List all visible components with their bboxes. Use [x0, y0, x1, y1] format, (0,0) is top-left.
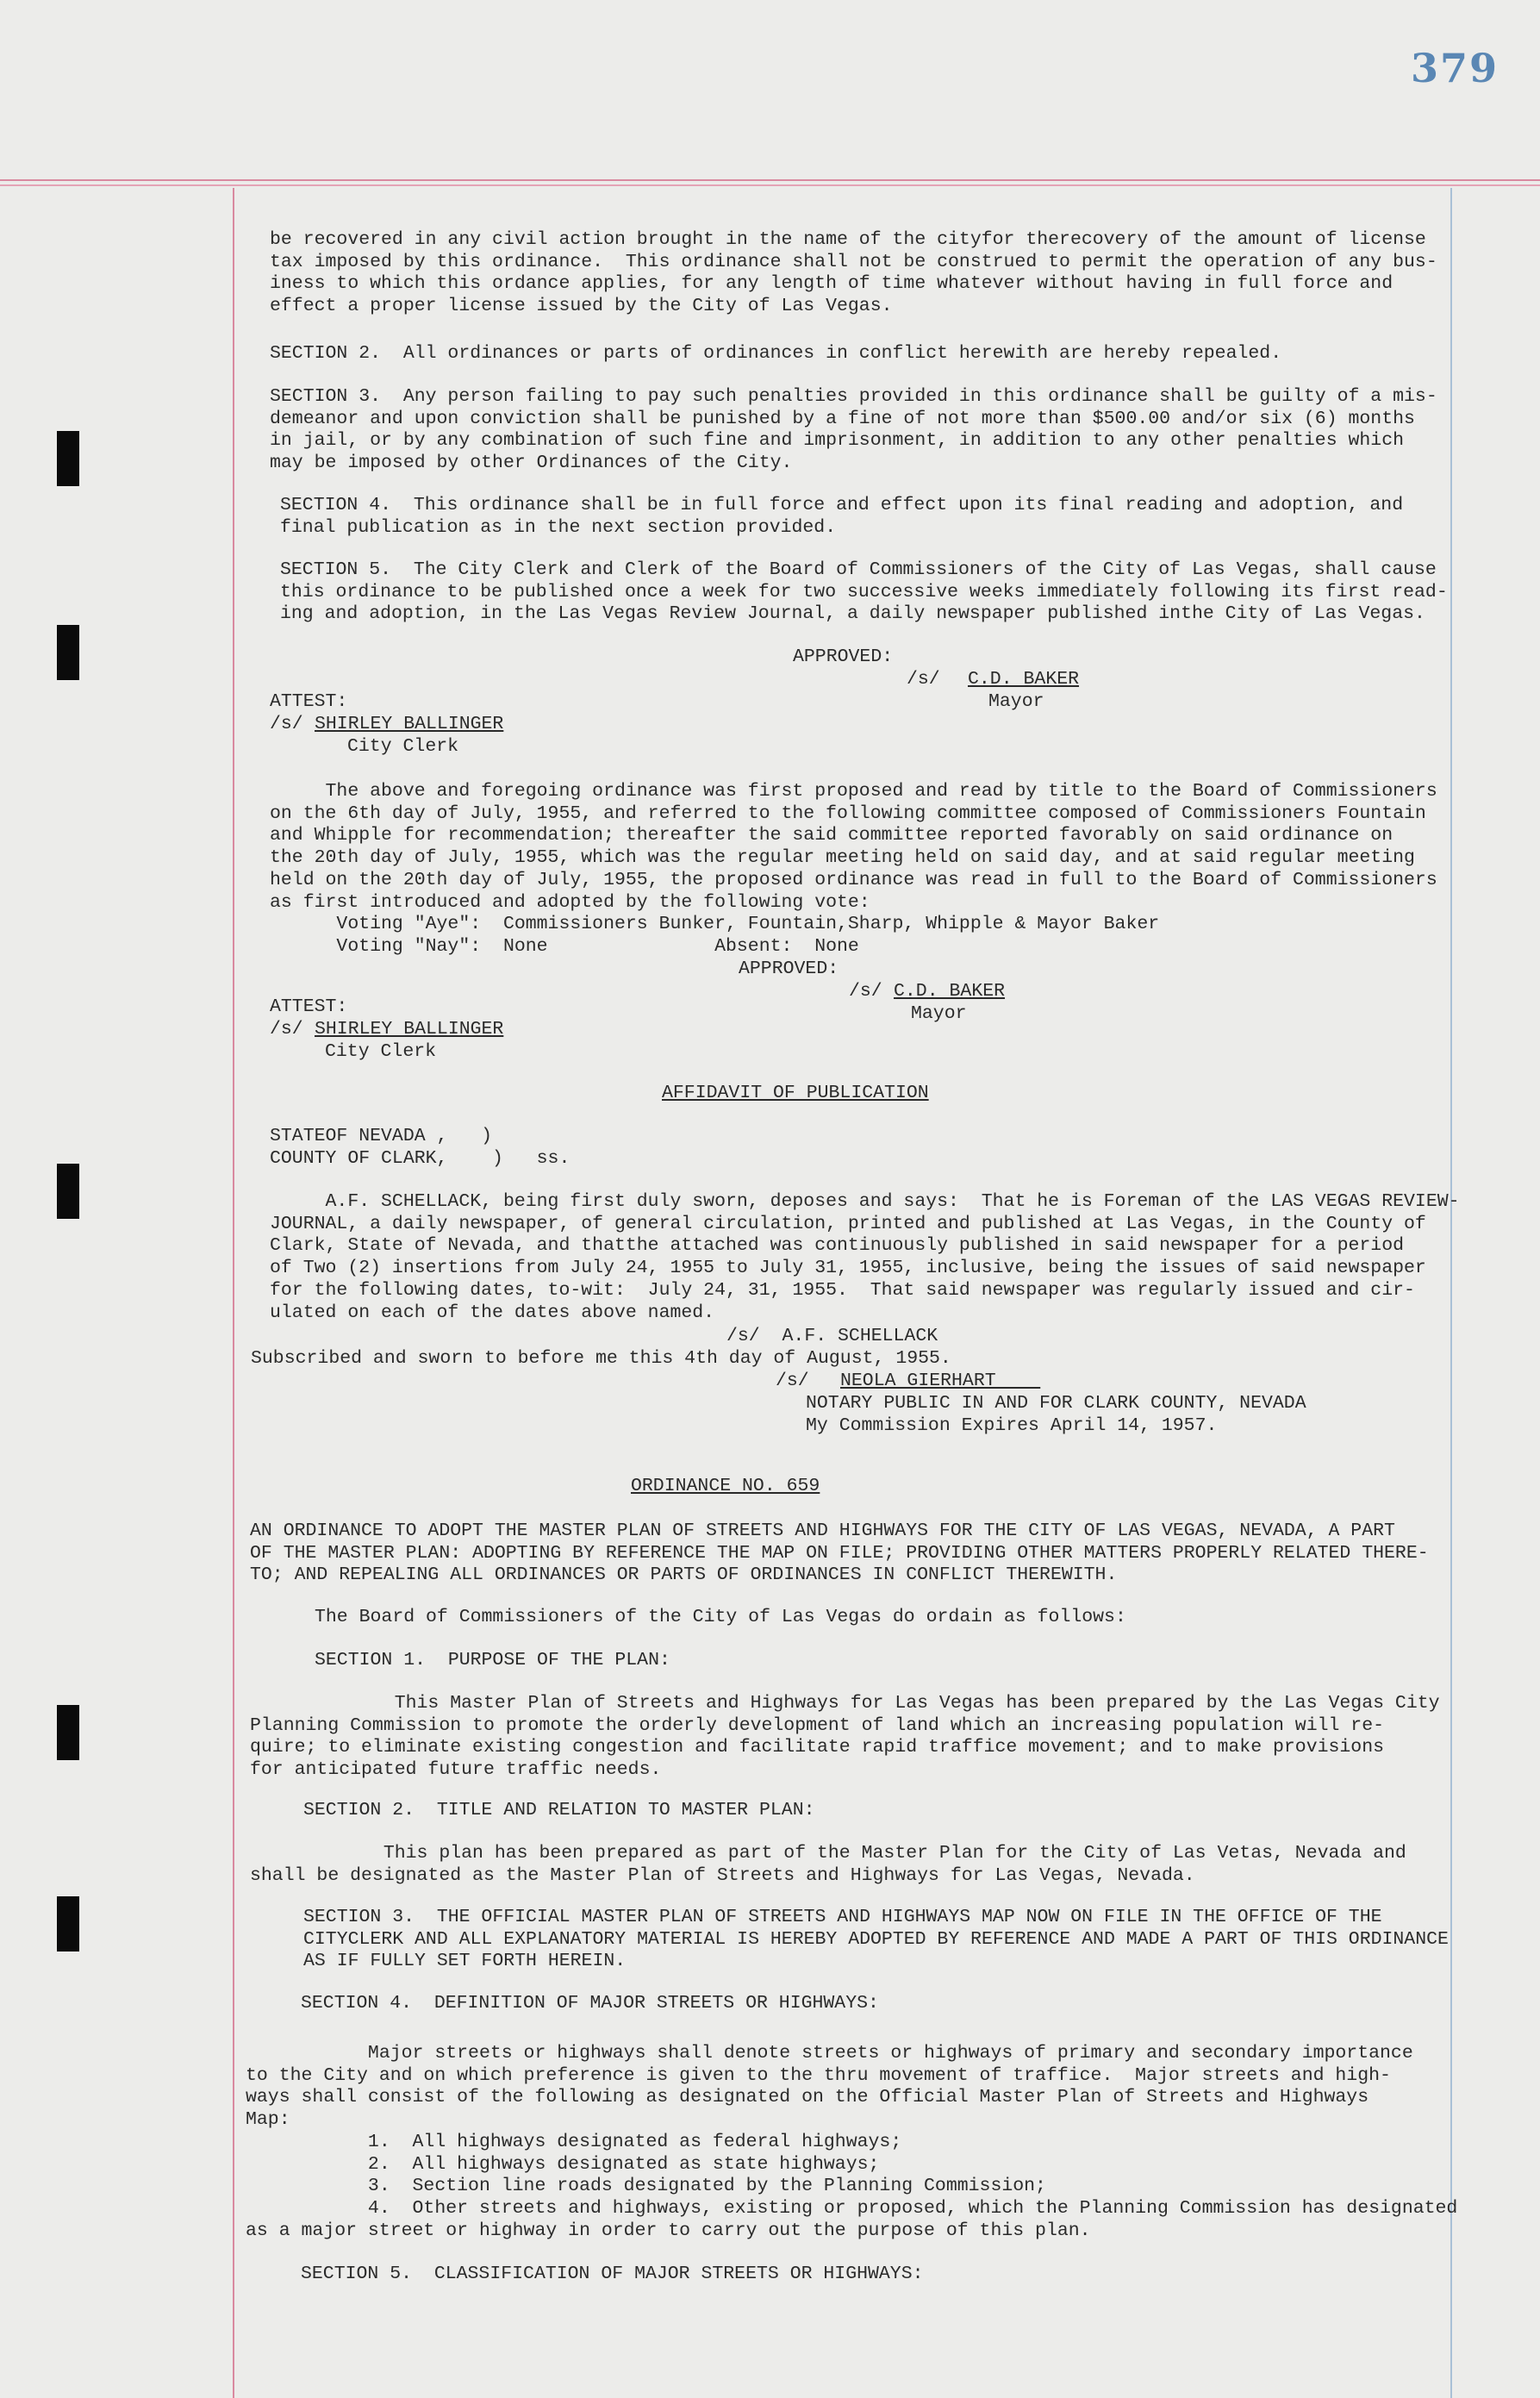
- text-block: SECTION 5. CLASSIFICATION OF MAJOR STREETS OR HIGHWAYS:: [301, 2264, 924, 2284]
- text-block: ORDINANCE NO. 659: [631, 1476, 820, 1496]
- binder-punch-hole: [57, 625, 79, 680]
- text-block: /s/: [270, 714, 315, 734]
- binder-punch-hole: [57, 1896, 79, 1951]
- text-block: /s/: [849, 981, 894, 1002]
- top-rule-secondary: [0, 184, 1540, 186]
- binder-punch-hole: [57, 1164, 79, 1219]
- text-block: C.D. BAKER: [894, 981, 1006, 1002]
- text-block: /s/: [776, 1371, 832, 1391]
- text-block: City Clerk: [325, 1041, 437, 1062]
- text-block: The Board of Commissioners of the City of Las Vegas do ordain as follows:: [315, 1607, 1126, 1627]
- text-block: SHIRLEY BALLINGER: [315, 1019, 504, 1040]
- text-block: Mayor: [911, 1003, 967, 1024]
- text-block: SECTION 4. This ordinance shall be in full force and effect upon its final reading and adoption, and final publication as in the next section provided.: [280, 495, 1404, 538]
- text-block: SECTION 3. THE OFFICIAL MASTER PLAN OF STREETS AND HIGHWAYS MAP NOW ON FILE IN THE OFFICE OF THE CITYCLERK AND ALL EXPLANATORY MATERIAL IS HEREBY ADOPTED BY REFERENCE AND MADE A PART OF THIS ORDINANCE AS IF FULLY SET FORTH HEREIN.: [303, 1907, 1449, 1972]
- top-rule: [0, 179, 1540, 181]
- text-block: AN ORDINANCE TO ADOPT THE MASTER PLAN OF STREETS AND HIGHWAYS FOR THE CITY OF LAS VEGAS, NEVADA, A PART OF THE MASTER PLAN: ADOPTING BY REFERENCE THE MAP ON FILE; PROVIDING OTHER MATTERS PROPERLY RELATED THERE- TO; AND REPEALING ALL ORDINANCES OR PARTS OF ORDINANCES IN CONFLICT THEREWITH.: [250, 1521, 1429, 1586]
- text-block: This Master Plan of Streets and Highways for Las Vegas has been prepared by the Las Vegas City Planning Commission to promote the orderly development of land which an increasing population will re- quire; to eliminate existing congestion and facilitate rapid traffice movement; and to make provisions for anticipated future traffic needs.: [250, 1693, 1440, 1781]
- text-block: NOTARY PUBLIC IN AND FOR CLARK COUNTY, NEVADA My Commission Expires April 14, 1957.: [806, 1393, 1306, 1436]
- text-block: ATTEST:: [270, 996, 348, 1017]
- text-block: SECTION 5. The City Clerk and Clerk of the Board of Commissioners of the City of Las Vegas, shall cause this ordinance to be published once a week for two successive weeks immediately following its first read- ing and adoption, in the Las Vegas Review Journal, a daily newspaper published inthe City of Las Vegas.: [280, 559, 1448, 625]
- binder-punch-hole: [57, 1705, 79, 1760]
- left-margin-rule: [233, 188, 234, 2398]
- text-block: SECTION 2. TITLE AND RELATION TO MASTER PLAN:: [303, 1800, 815, 1820]
- text-block: STATEOF NEVADA , ) COUNTY OF CLARK, ) ss.: [270, 1126, 570, 1169]
- text-block: SECTION 3. Any person failing to pay such penalties provided in this ordinance shall be guilty of a mis- demeanor and upon conviction shall be punished by a fine of not more than $500.00 and/or six (6) months in jail, or by any combination of such fine and imprisonment, in addition to any other penalties which may be imposed by other Ordinances of the City.: [270, 386, 1437, 474]
- text-block: /s/: [270, 1019, 315, 1040]
- text-block: SECTION 1. PURPOSE OF THE PLAN:: [315, 1650, 670, 1670]
- text-block: APPROVED:: [739, 959, 839, 979]
- text-block: AFFIDAVIT OF PUBLICATION: [662, 1083, 929, 1103]
- binder-punch-hole: [57, 431, 79, 486]
- text-block: /s/ A.F. SCHELLACK: [726, 1326, 938, 1346]
- text-block: /s/: [907, 669, 963, 690]
- text-block: City Clerk: [347, 736, 459, 757]
- text-block: Subscribed and sworn to before me this 4th day of August, 1955.: [251, 1348, 951, 1369]
- text-block: APPROVED:: [793, 646, 894, 667]
- text-block: SHIRLEY BALLINGER: [315, 714, 504, 734]
- text-block: A.F. SCHELLACK, being first duly sworn, deposes and says: That he is Foreman of the LAS VEGAS REVIEW- JOURNAL, a daily newspaper, of general circulation, printed and published at Las Vegas, in the County of Clark, State of Nevada, and thatthe attached was continuously published in said newspaper for a period of Two (2) insertions from July 24, 1955 to July 31, 1955, inclusive, being the issues of said newspaper for the following dates, to-wit: July 24, 31, 1955. That said newspaper was regularly issued and cir- ulated on each of the dates above named.: [270, 1191, 1460, 1323]
- text-block: Major streets or highways shall denote streets or highways of primary and secondary importance to the City and on which preference is given to the thru movement of traffice. Major streets and high- ways shall consist of the following as designated on the Official Master Plan of Streets and Highways Map: 1. All highways designated as federal highways; 2. All highways designated as state highways; 3. Section line roads designated by the Planning Commission; 4. Other streets and highways, existing or proposed, which the Planning Commission has designated as a major street or highway in order to carry out the purpose of this plan.: [246, 2043, 1458, 2241]
- page-number: 379: [1410, 45, 1499, 91]
- text-block: C.D. BAKER: [968, 669, 1080, 690]
- text-block: SECTION 2. All ordinances or parts of ordinances in conflict herewith are hereby repealed.: [270, 343, 1282, 364]
- text-block: ATTEST:: [270, 691, 348, 712]
- text-block: be recovered in any civil action brought in the name of the cityfor therecovery of the amount of license tax imposed by this ordinance. This ordinance shall not be construed to permit the operation of any bus- iness to which this ordance applies, for any length of time whatever without having in full force and effect a proper license issued by the City of Las Vegas.: [270, 229, 1437, 317]
- text-block: SECTION 4. DEFINITION OF MAJOR STREETS OR HIGHWAYS:: [301, 1993, 879, 2014]
- text-block: NEOLA GIERHART: [840, 1371, 1041, 1391]
- text-block: This plan has been prepared as part of the Master Plan for the City of Las Vetas, Nevada and shall be designated as the Master Plan of Streets and Highways for Las Vegas, Nevada.: [250, 1843, 1406, 1886]
- text-block: Mayor: [988, 691, 1044, 712]
- text-block: The above and foregoing ordinance was first proposed and read by title to the Board of Commissioners on the 6th day of July, 1955, and referred to the following committee composed of Commissioners Fountain and Whipple for recommendation; thereafter the said committee reported favorably on said ordinance on the 20th day of July, 1955, which was the regular meeting held on said day, and at said regular meeting held on the 20th day of July, 1955, the proposed ordinance was read in full to the Board of Commissioners as first introduced and adopted by the following vote: Voting "Aye": Commissioners Bunker, Fountain,Sharp, Whipple & Mayor Baker Voting "Nay": None Absent: None: [270, 781, 1437, 957]
